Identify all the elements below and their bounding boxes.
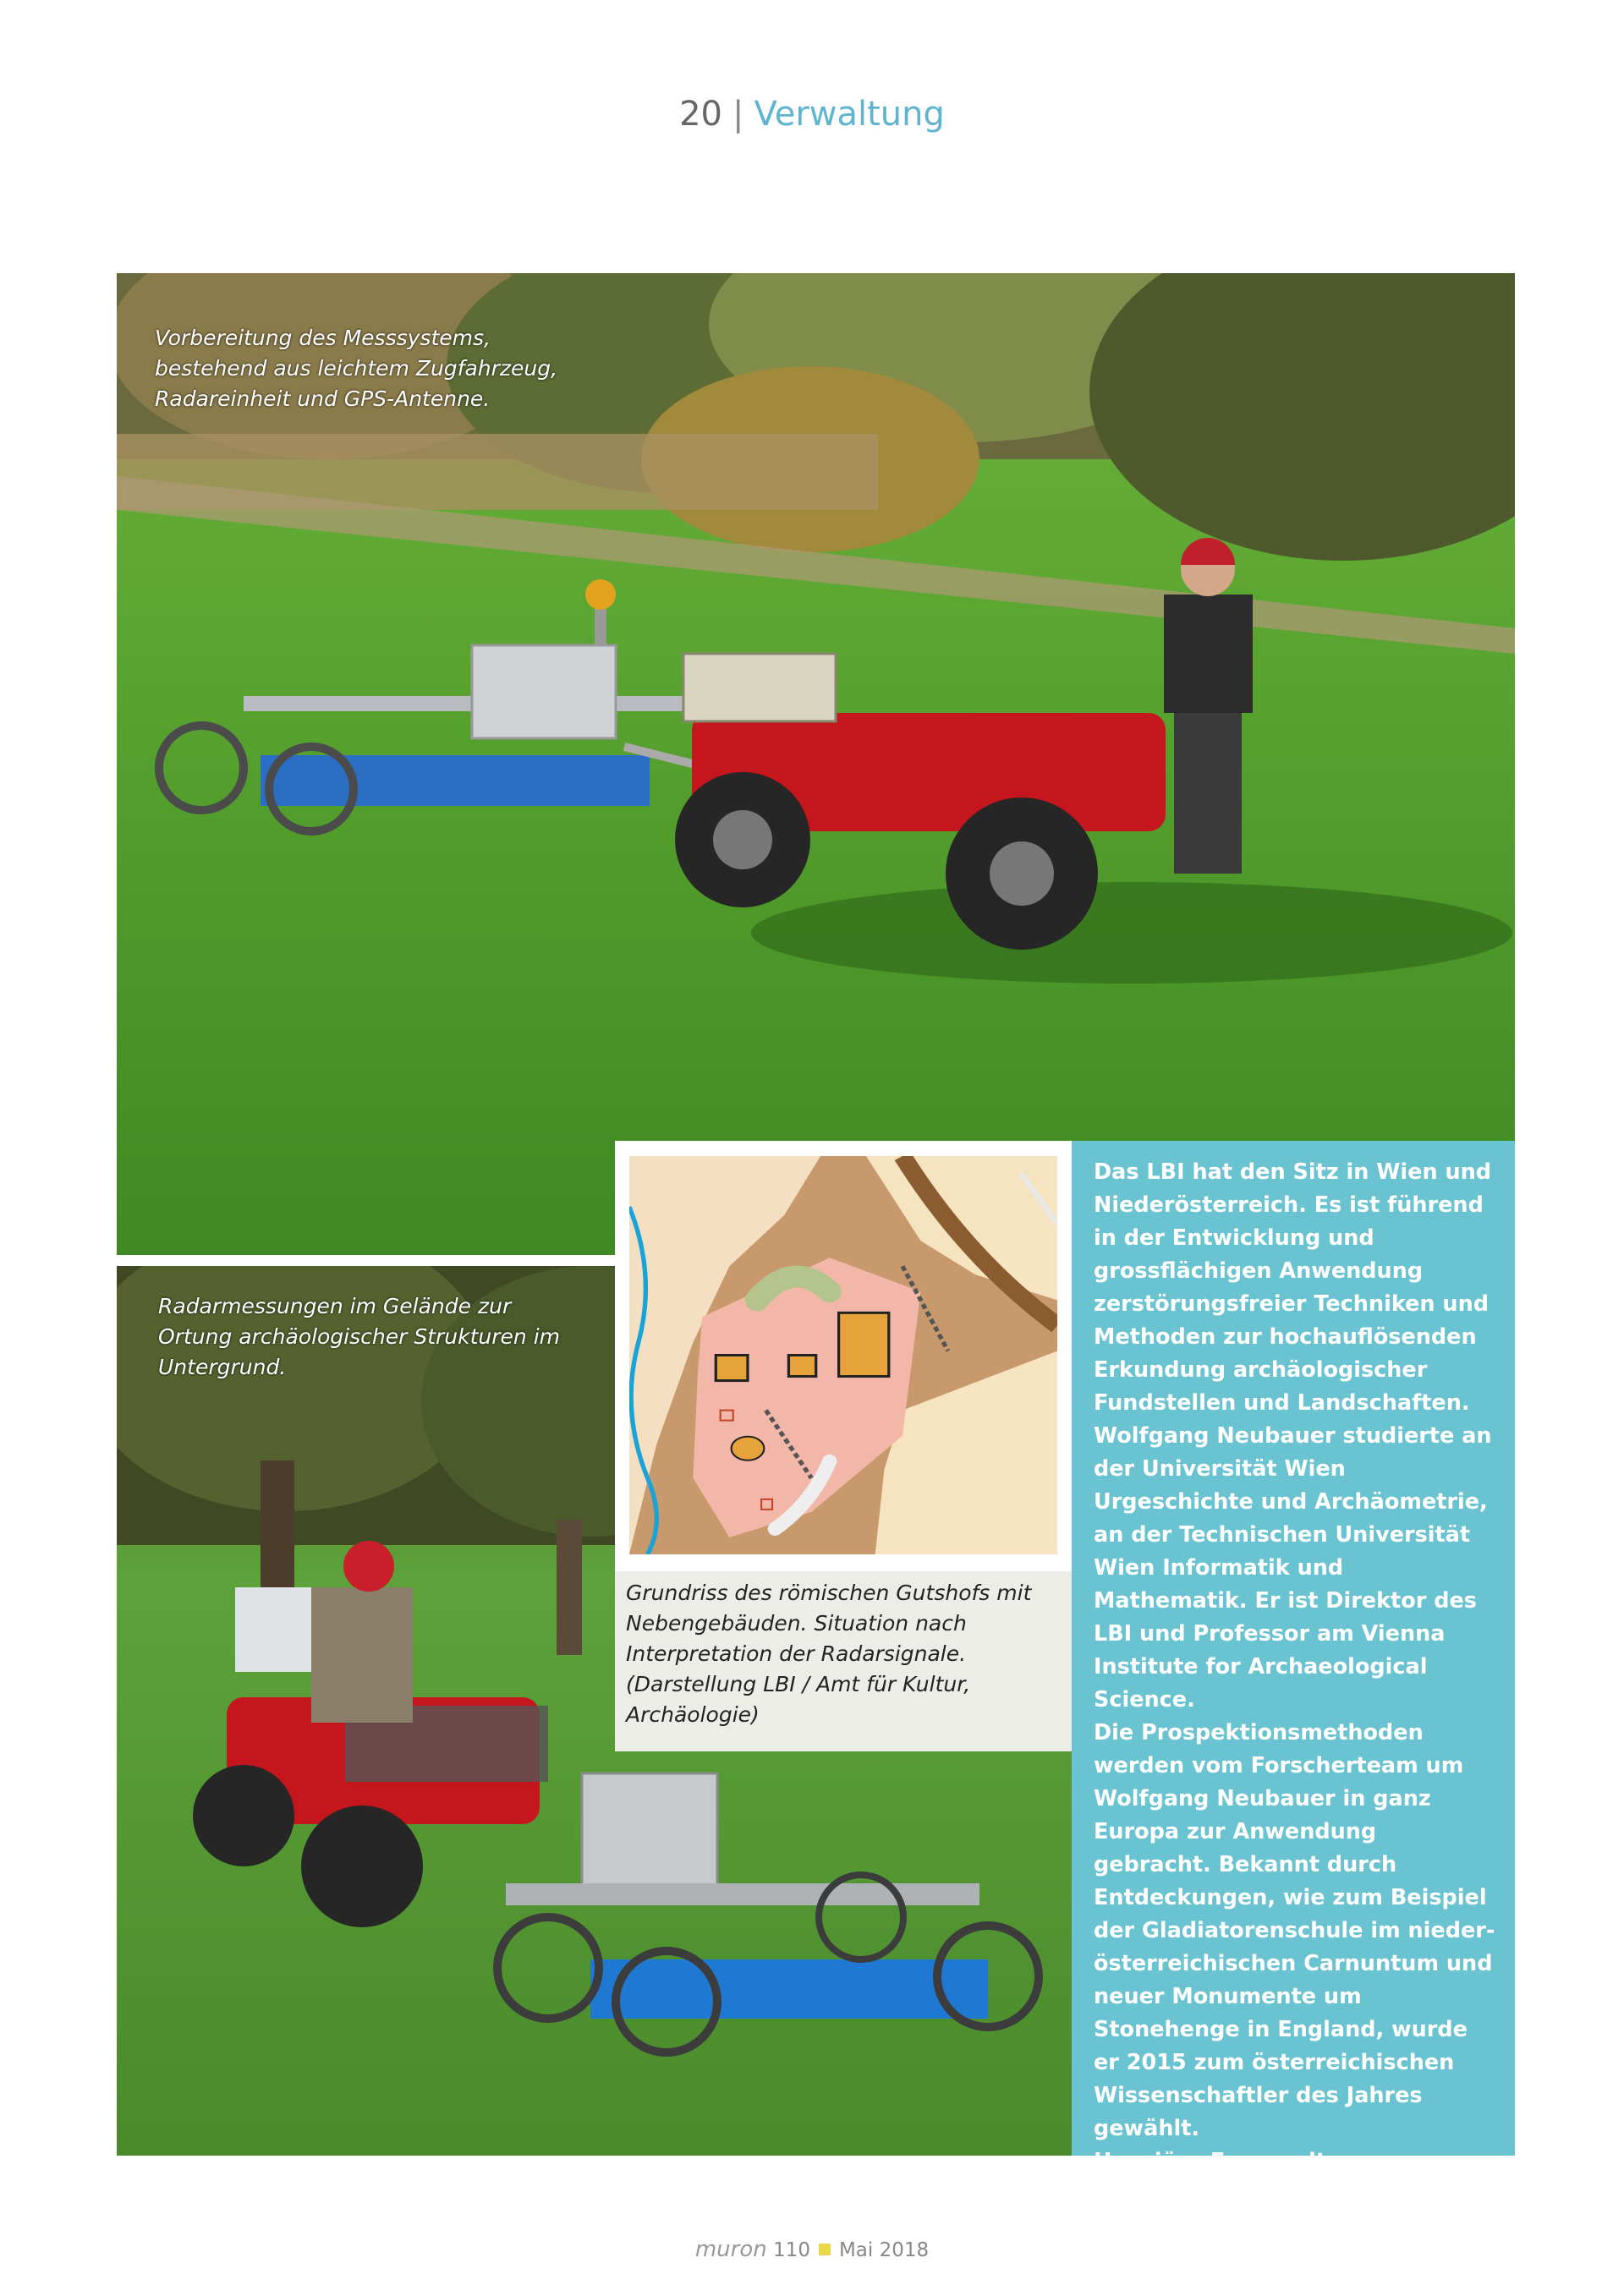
article-paragraph-1: Das LBI hat den Sitz in Wien und Niederösterreich. Es ist führend in der Entwicklung und grossflächigen Anwendung zerstörungsfreier Techniken und Methoden zur hochauflösenden Erkundung archäologischer Fundstellen und Landschaften. [1094,1159,1492,1416]
article-paragraph-2: Wolfgang Neubauer studierte an der Universität Wien Urgeschichte und Archäometrie, an der Technischen Universität Wien Informatik und Mathematik. Er ist Direktor des LBI und Professor am Vienna Institute for Archaeological Science. [1094,1423,1492,1712]
page-number: 20 [679,95,722,134]
article-body [1094,1156,1495,2211]
article-paragraph-3: Die Prospektionsmethoden werden vom Forscherteam um Wolfgang Neubauer in ganz Europa zur Anwendung gebracht. Bekannt durch Entdeckungen, wie zum Beispiel der Gladiatorenschule im niederösterreichischen Carnuntum und neuer Monumente um Stonehenge in England, wurde er 2015 zum österreichischen Wissenschaftler des Jahres gewählt. [1094,1720,1495,2141]
photo-bottom-caption: Radarmessungen im Gelände zur Ortung archäologischer Strukturen im Untergrund. [158,1294,561,1379]
footer-square-icon [819,2244,831,2255]
issue-date: Mai 2018 [838,2239,930,2261]
section-title: Verwaltung [754,95,945,134]
site-plan-caption: Grundriss des römischen Gutshofs mit Nebengebäuden. Situation nach Interpretation der Radarsignale. (Darstellung LBI / Amt für Kultur, Archäologie) [626,1581,1032,1727]
roman-villa-site-plan [629,1156,1057,1554]
header-separator: | [732,95,744,134]
issue-number: 110 [773,2239,810,2261]
magazine-name: muron [694,2237,767,2262]
photo-top-quad-radar-setup [117,273,1515,1255]
article-text-box [1072,1141,1515,2207]
author-affiliation: Amt für Kultur, Archäologie [1094,2182,1426,2207]
author-name: Hansjörg Frommelt [1094,2149,1327,2174]
page-footer [0,2237,1624,2262]
page-header [0,95,1624,134]
photo-top-caption: Vorbereitung des Messsystems, bestehend aus leichtem Zugfahrzeug, Radareinheit und GPS-Antenne. [155,326,558,411]
